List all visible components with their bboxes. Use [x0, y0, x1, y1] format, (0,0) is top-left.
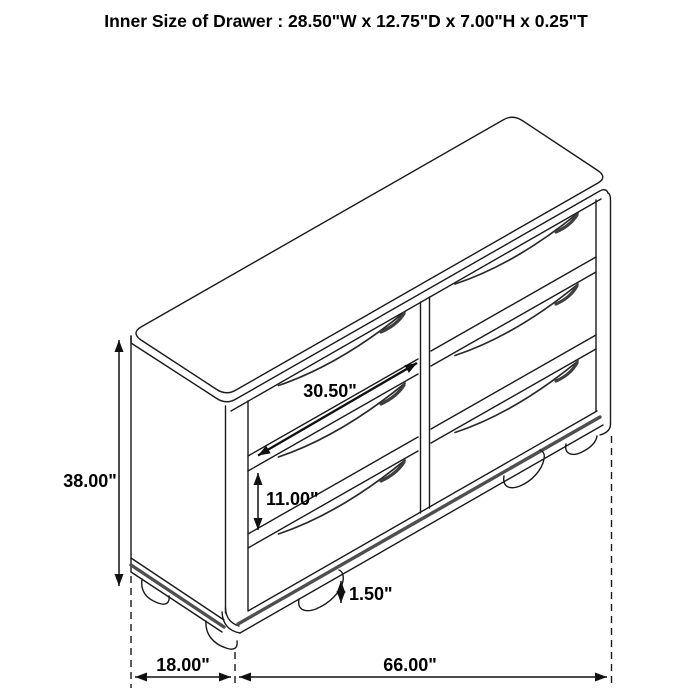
dresser-isometric-drawing — [131, 117, 611, 649]
dresser-left-side-panel — [131, 336, 248, 613]
front-left-corner-curve — [222, 608, 240, 633]
dim-label-overall-height: 38.00" — [63, 471, 117, 491]
dresser-top-face — [136, 117, 603, 393]
center-divider — [421, 297, 430, 513]
dim-label-drawer-height: 11.00" — [266, 489, 319, 509]
dresser-right-edge — [596, 193, 611, 423]
dim-drawer-width — [258, 363, 417, 456]
base-shadow-line — [238, 417, 600, 624]
left-side-base-shadow — [131, 565, 224, 627]
right-corner-foot — [566, 436, 597, 454]
diagram-title: Inner Size of Drawer : 28.50"W x 12.75"D x 7.00"H x 0.25"T — [104, 11, 588, 31]
dim-label-overall-depth: 18.00" — [156, 655, 210, 675]
dim-label-overall-width: 66.00" — [383, 655, 437, 675]
dresser-top-edge-thickness — [131, 190, 608, 402]
right-base-corner — [600, 423, 611, 435]
right-column-drawer-gaps — [431, 257, 596, 443]
dresser-body-top-edge — [231, 199, 601, 411]
right-drawer-handles — [455, 213, 578, 433]
dim-overall-width — [239, 655, 607, 677]
dim-foot-height — [341, 581, 393, 604]
dim-overall-height — [63, 340, 119, 586]
projection-dashed-lines — [131, 436, 612, 688]
dim-overall-depth — [135, 655, 231, 677]
dim-label-drawer-width: 30.50" — [303, 381, 357, 401]
dim-label-foot-height: 1.50" — [349, 584, 393, 604]
